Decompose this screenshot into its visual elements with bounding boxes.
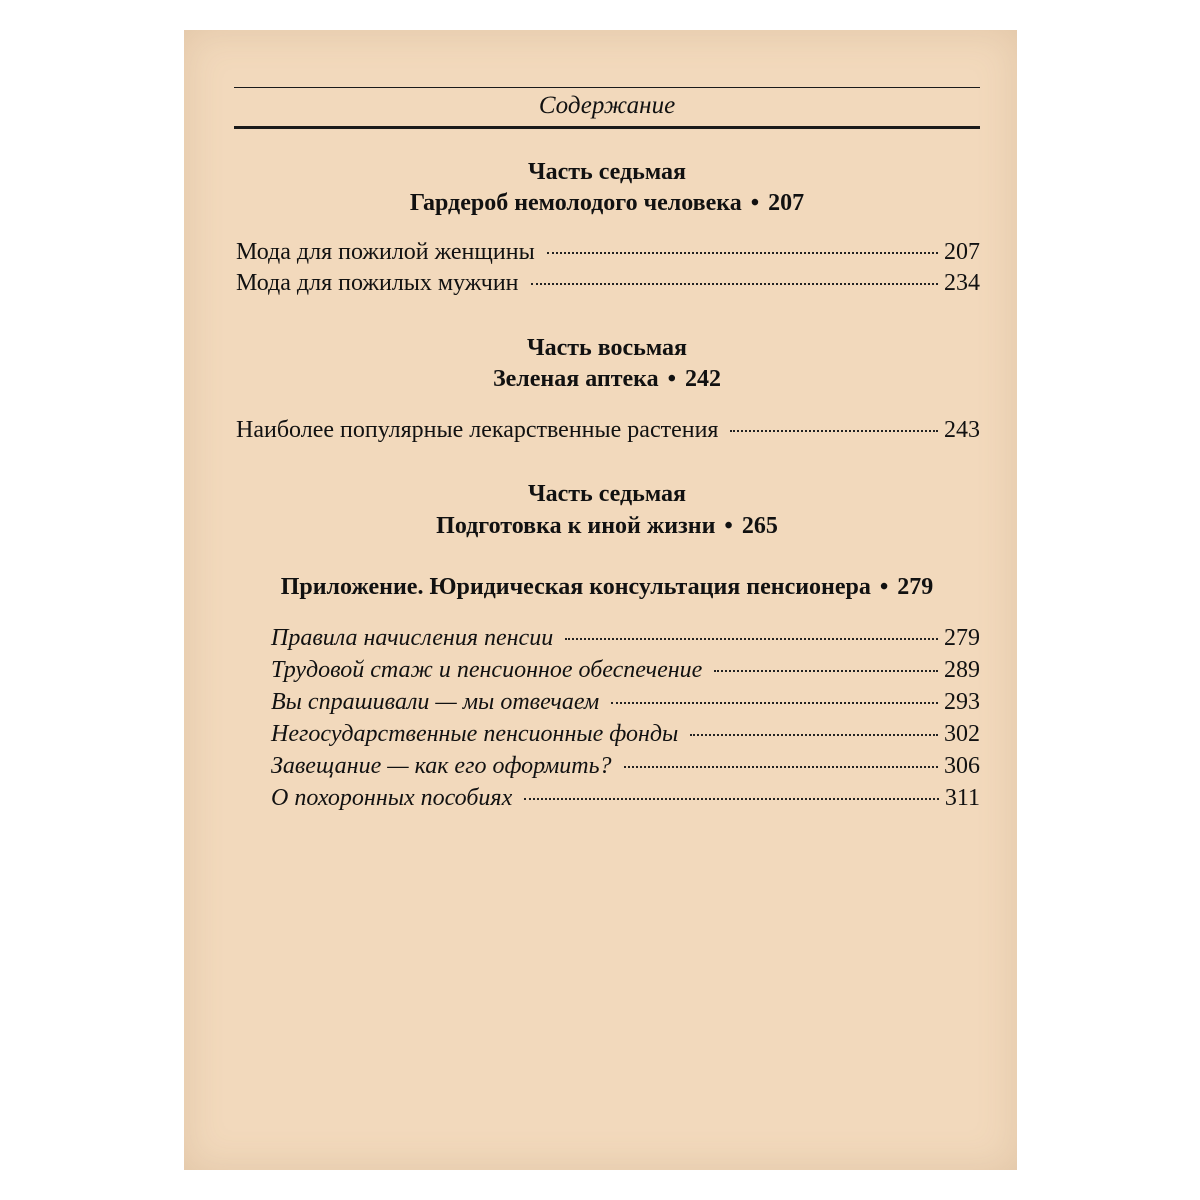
dot-leader <box>714 670 938 672</box>
toc-entry-title: Завещание — как его оформить? <box>271 753 612 779</box>
header-rule-top <box>234 87 980 88</box>
dot-leader <box>531 283 938 285</box>
toc-entry[interactable] <box>271 786 980 810</box>
dot-leader <box>730 430 938 432</box>
bullet-icon: • <box>879 574 889 600</box>
part-title-text: Зеленая аптека <box>492 366 659 392</box>
part-title <box>234 191 980 215</box>
toc-entry-title: Мода для пожилой женщины <box>236 239 535 265</box>
header-rule-bottom <box>234 126 980 129</box>
dot-leader <box>624 766 938 768</box>
part-label: Часть седьмая <box>527 481 687 507</box>
appendix-page: 279 <box>897 574 934 600</box>
part-label: Часть восьмая <box>526 335 688 361</box>
toc-entry-title: Трудовой стаж и пенсионное обеспечение <box>271 657 703 683</box>
toc-entry-title: Наиболее популярные лекарственные растения <box>236 417 719 443</box>
part-page: 265 <box>741 513 778 539</box>
dot-leader <box>547 252 938 254</box>
toc-entry-title: Негосударственные пенсионные фонды <box>271 721 679 747</box>
toc-entry[interactable] <box>271 690 980 714</box>
toc-entry-page: 306 <box>944 753 980 779</box>
page-header: Содержание <box>538 92 676 119</box>
part-page: 242 <box>685 366 722 392</box>
toc-entry-page: 207 <box>944 239 980 265</box>
dot-leader <box>611 702 938 704</box>
bullet-icon: • <box>750 190 760 216</box>
toc-entry-page: 293 <box>944 689 980 715</box>
bullet-icon: • <box>667 366 677 392</box>
toc-entry-page: 302 <box>944 721 980 747</box>
toc-entry[interactable] <box>236 418 980 442</box>
toc-entry-title: Мода для пожилых мужчин <box>236 270 519 296</box>
part-title-text: Гардероб немолодого человека <box>409 190 742 216</box>
dot-leader <box>690 734 938 736</box>
book-page <box>184 30 1017 1170</box>
part-title <box>234 514 980 538</box>
toc-entry-page: 311 <box>944 785 980 811</box>
toc-entry[interactable] <box>236 271 980 295</box>
toc-entry-title: О похоронных пособиях <box>271 785 513 811</box>
dot-leader <box>524 798 939 800</box>
toc-entry[interactable] <box>271 626 980 650</box>
toc-entry[interactable] <box>271 722 980 746</box>
toc-entry-title: Вы спрашивали — мы отвечаем <box>271 689 600 715</box>
toc-entry-page: 279 <box>944 625 980 651</box>
part-title <box>234 367 980 391</box>
toc-entry-page: 243 <box>944 417 980 443</box>
toc-entry-page: 234 <box>944 270 980 296</box>
appendix-title <box>234 575 980 599</box>
toc-entry-page: 289 <box>944 657 980 683</box>
toc-entry[interactable] <box>271 658 980 682</box>
part-label: Часть седьмая <box>527 159 687 185</box>
part-title-text: Подготовка к иной жизни <box>436 513 716 539</box>
toc-entry[interactable] <box>271 754 980 778</box>
dot-leader <box>565 638 938 640</box>
part-page: 207 <box>768 190 805 216</box>
appendix-title-text: Приложение. Юридическая консультация пенсионера <box>280 574 871 600</box>
toc-entry[interactable] <box>236 240 980 264</box>
toc-entry-title: Правила начисления пенсии <box>271 625 554 651</box>
bullet-icon: • <box>724 513 733 539</box>
